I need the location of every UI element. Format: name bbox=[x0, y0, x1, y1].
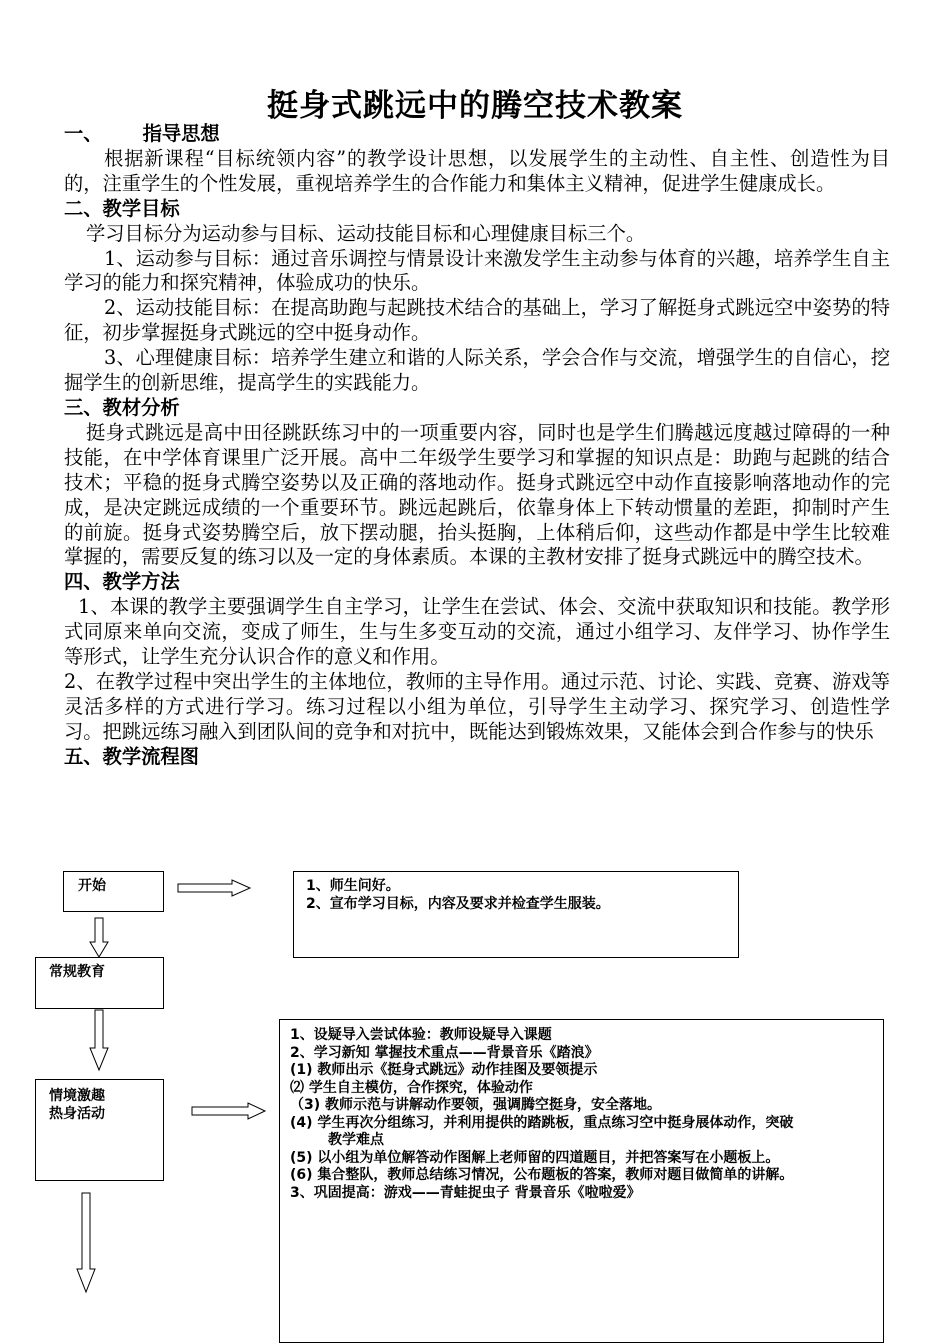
flow-step-label: 开始 bbox=[78, 878, 106, 894]
detail-line: 教学难点 bbox=[328, 1132, 384, 1148]
detail-line: ⑵ 学生自主模仿，合作探究，体验动作 bbox=[290, 1079, 533, 1096]
paragraph: 1、本课的教学主要强调学生自主学习，让学生在尝试、体会、交流中获取知识和技能。教学形式同原来单向交流，变成了师生，生与生多变互动的交流，通过小组学习、友伴学习、协作学生等形式，让学生充分认识合作的意义和作用。 bbox=[64, 595, 890, 669]
section-heading-flowchart: 五、教学流程图 bbox=[64, 744, 199, 768]
section-heading-teaching-goals: 二、教学目标 bbox=[64, 196, 180, 220]
arrow-down-1 bbox=[90, 918, 108, 957]
detail-line: 2、学习新知 掌握技术重点——背景音乐《踏浪》 bbox=[290, 1044, 599, 1061]
arrow-down-3 bbox=[77, 1193, 95, 1292]
flow-detail-main bbox=[279, 1019, 884, 1343]
detail-line: 3、巩固提高：游戏——青蛙捉虫子 背景音乐《啦啦爱》 bbox=[290, 1184, 641, 1201]
detail-line: (6) 集合整队，教师总结练习情况，公布题板的答案，教师对题目做简单的讲解。 bbox=[290, 1167, 794, 1183]
paragraph: 学习目标分为运动参与目标、运动技能目标和心理健康目标三个。 bbox=[86, 221, 646, 245]
arrow-right-2 bbox=[192, 1103, 265, 1119]
flow-step-start bbox=[63, 871, 164, 912]
paragraph: 2、运动技能目标：在提高助跑与起跳技术结合的基础上，学习了解挺身式跳远空中姿势的特征，初步掌握挺身式跳远的空中挺身动作。 bbox=[64, 296, 890, 345]
detail-line: 1、师生问好。 bbox=[306, 878, 400, 894]
arrow-right-1 bbox=[178, 880, 250, 896]
section-heading-material-analysis: 三、教材分析 bbox=[64, 395, 180, 419]
detail-line: 2、宣布学习目标，内容及要求并检查学生服装。 bbox=[306, 895, 610, 912]
flow-step-label: 情境激趣 bbox=[49, 1088, 105, 1104]
paragraph: 3、心理健康目标：培养学生建立和谐的人际关系，学会合作与交流，增强学生的自信心，挖掘学生的创新思维，提高学生的实践能力。 bbox=[64, 346, 890, 395]
detail-line: (5) 以小组为单位解答动作图解上老师留的四道题目，并把答案写在小题板上。 bbox=[290, 1149, 780, 1166]
section-number: 一、 bbox=[64, 122, 103, 145]
flow-detail-opening bbox=[293, 871, 739, 958]
page-title: 挺身式跳远中的腾空技术教案 bbox=[267, 88, 683, 124]
detail-line: (4) 学生再次分组练习，并利用提供的踏跳板，重点练习空中挺身展体动作，突破 bbox=[290, 1114, 794, 1131]
paragraph: 2、在教学过程中突出学生的主体地位，教师的主导作用。通过示范、讨论、实践、竞赛、游戏等灵活多样的方式进行学习。练习过程以小组为单位，引导学生主动学习、探究学习、创造性学习。把跳远练习融入到团队间的竞争和对抗中，既能达到锻炼效果，又能体会到合作参与的快乐 bbox=[64, 669, 890, 743]
flow-step-routine bbox=[35, 957, 164, 1009]
arrow-down-2 bbox=[90, 1010, 108, 1070]
paragraph: 1、运动参与目标：通过音乐调控与情景设计来激发学生主动参与体育的兴趣，培养学生自主学习的能力和探究精神，体验成功的快乐。 bbox=[64, 246, 890, 295]
section-heading-teaching-methods: 四、教学方法 bbox=[64, 570, 180, 594]
paragraph: 挺身式跳远是高中田径跳跃练习中的一项重要内容，同时也是学生们腾越远度越过障碍的一种技能，在中学体育课里广泛开展。高中二年级学生要学习和掌握的知识点是：助跑与起跳的结合技术；平稳的挺身式腾空姿势以及正确的落地动作。挺身式跳远空中动作直接影响落地动作的完成，是决定跳远成绩的一个重要环节。跳远起跳后，依靠身体上下转动惯量的差距，抑制时产生的前旋。挺身式姿势腾空后，放下摆动腿，抬头挺胸，上体稍后仰，这些动作都是中学生比较难掌握的，需要反复的练习以及一定的身体素质。本课的主教材安排了挺身式跳远中的腾空技术。 bbox=[64, 420, 890, 569]
detail-line: 1、设疑导入尝试体验：教师设疑导入课题 bbox=[290, 1027, 552, 1043]
section-title: 指导思想 bbox=[142, 122, 220, 145]
detail-line: (1) 教师出示《挺身式跳远》动作挂图及要领提示 bbox=[290, 1062, 598, 1078]
flow-step-warmup bbox=[35, 1079, 164, 1181]
paragraph: 根据新课程“目标统领内容”的教学设计思想，以发展学生的主动性、自主性、创造性为目的，注重学生的个性发展，重视培养学生的合作能力和集体主义精神，促进学生健康成长。 bbox=[64, 146, 890, 195]
flow-step-label: 热身活动 bbox=[49, 1105, 105, 1122]
detail-line: （3) 教师示范与讲解动作要领，强调腾空挺身，安全落地。 bbox=[290, 1097, 662, 1113]
flow-step-label: 常规教育 bbox=[49, 964, 105, 980]
